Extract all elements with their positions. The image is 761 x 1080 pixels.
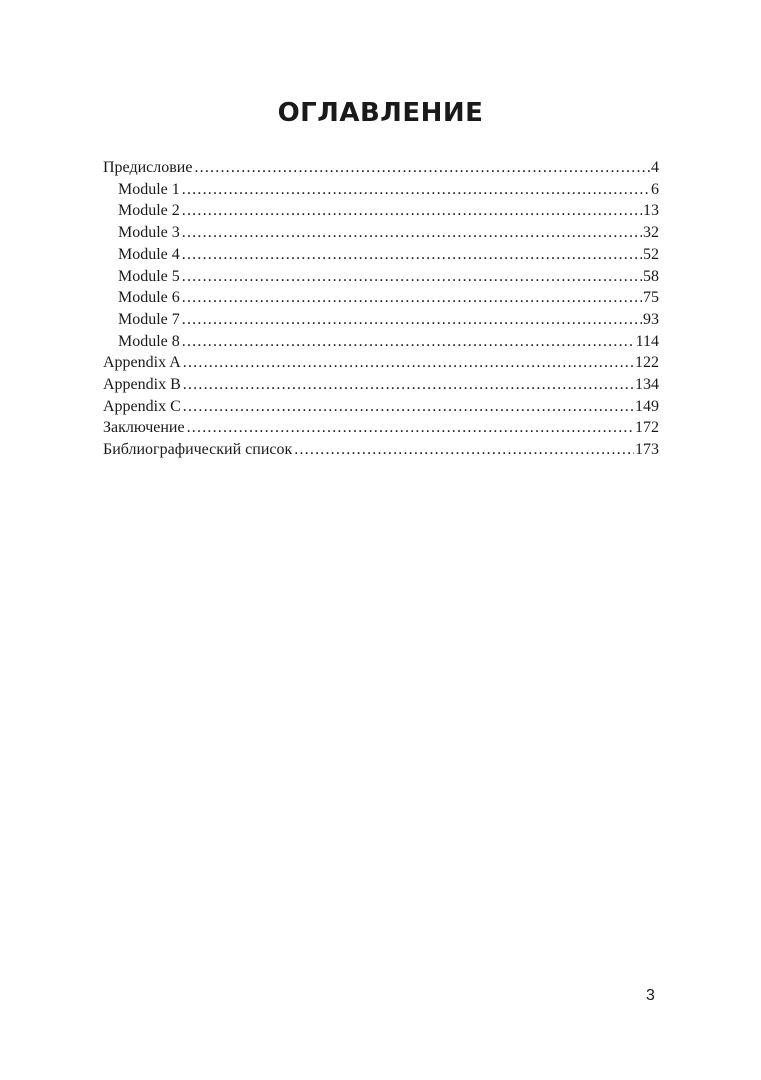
toc-entry-module-1 bbox=[103, 179, 659, 201]
toc-entry-label: Module 1 bbox=[118, 180, 180, 198]
toc-entry-label: Предисловие bbox=[103, 159, 193, 176]
toc-dot-leader bbox=[182, 179, 650, 201]
toc-entry-appendix-a bbox=[103, 352, 659, 374]
toc-entry-page: 114 bbox=[635, 332, 659, 350]
toc-entry-label: Module 6 bbox=[118, 289, 180, 307]
toc-entry-module-6 bbox=[103, 287, 659, 309]
toc-entry-page: 4 bbox=[651, 159, 659, 176]
toc-dot-leader bbox=[187, 417, 634, 439]
toc-entry-label: Module 5 bbox=[118, 267, 180, 285]
toc-entry-module-2 bbox=[103, 200, 659, 222]
toc-entry-page: 172 bbox=[635, 419, 659, 437]
toc-entry-module-5 bbox=[103, 266, 659, 288]
toc-entry-label: Appendix C bbox=[103, 397, 181, 415]
toc-entry-page: 149 bbox=[635, 397, 659, 415]
toc-entry-label: Appendix A bbox=[103, 354, 181, 372]
toc-entry-module-8 bbox=[103, 331, 659, 353]
toc-entry-label: Module 3 bbox=[118, 224, 180, 242]
toc-dot-leader bbox=[182, 244, 642, 266]
toc-dot-leader bbox=[294, 439, 634, 461]
toc-dot-leader bbox=[182, 309, 642, 331]
toc-entry-page: 75 bbox=[643, 289, 659, 307]
toc-entry-page: 93 bbox=[643, 310, 659, 328]
toc-entry-page: 58 bbox=[643, 267, 659, 285]
toc-entry-label: Module 8 bbox=[118, 332, 180, 350]
toc-dot-leader bbox=[182, 200, 642, 222]
toc-entry-conclusion bbox=[103, 417, 659, 439]
toc-entry-page: 122 bbox=[635, 354, 659, 372]
toc-entry-module-7 bbox=[103, 309, 659, 331]
toc-entry-module-4 bbox=[103, 244, 659, 266]
toc-dot-leader bbox=[182, 331, 635, 353]
toc-entry-label: Module 7 bbox=[118, 310, 180, 328]
toc-entry-label: Module 4 bbox=[118, 245, 180, 263]
toc-entry-page: 134 bbox=[635, 376, 659, 394]
toc-entry-module-3 bbox=[103, 222, 659, 244]
toc-entry-label: Библиографический список bbox=[103, 441, 293, 459]
toc-entry-label: Заключение bbox=[103, 419, 185, 437]
toc-dot-leader bbox=[182, 222, 642, 244]
toc-dot-leader bbox=[183, 352, 634, 374]
toc-entry-preface bbox=[103, 157, 659, 179]
toc-entry-bibliography bbox=[103, 439, 659, 461]
toc-entry-label: Module 2 bbox=[118, 202, 180, 220]
toc-dot-leader bbox=[183, 374, 634, 396]
toc-entry-page: 32 bbox=[643, 224, 659, 242]
toc-entry-page: 13 bbox=[643, 202, 659, 220]
toc-entry-page: 173 bbox=[635, 441, 659, 459]
page-number: 3 bbox=[646, 987, 655, 1004]
table-of-contents bbox=[103, 157, 659, 461]
toc-dot-leader bbox=[182, 266, 642, 288]
toc-entry-appendix-b bbox=[103, 374, 659, 396]
toc-dot-leader bbox=[183, 396, 634, 418]
toc-entry-label: Appendix B bbox=[103, 376, 181, 394]
toc-dot-leader bbox=[182, 287, 642, 309]
page-title: ОГЛАВЛЕНИЕ bbox=[277, 98, 484, 128]
toc-entry-page: 6 bbox=[651, 180, 659, 198]
toc-entry-appendix-c bbox=[103, 396, 659, 418]
toc-dot-leader bbox=[194, 157, 650, 179]
toc-entry-page: 52 bbox=[643, 245, 659, 263]
